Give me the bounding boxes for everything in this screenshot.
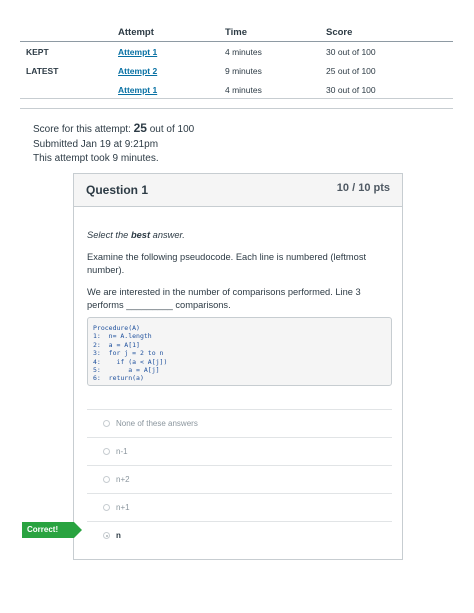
row-time: 4 minutes: [225, 47, 262, 57]
table-row: [20, 61, 453, 80]
instruction-pre: Select the: [87, 230, 131, 240]
question-panel: [73, 173, 403, 560]
table-row: [20, 80, 453, 99]
answer-option[interactable]: [87, 437, 392, 465]
question-instruction: [87, 229, 392, 242]
row-label: LATEST: [26, 66, 59, 76]
answer-label: n: [116, 531, 121, 540]
radio-button[interactable]: [103, 420, 110, 427]
duration-line: This attempt took 9 minutes.: [33, 153, 159, 164]
answer-option[interactable]: [87, 465, 392, 493]
table-divider: [20, 99, 453, 109]
question-paragraph-1: Examine the following pseudocode. Each line is numbered (leftmost number).: [87, 252, 367, 275]
question-title: Question 1: [86, 183, 149, 197]
row-label: KEPT: [26, 47, 49, 57]
answer-option[interactable]: [87, 493, 392, 521]
submitted-line: Submitted Jan 19 at 9:21pm: [33, 138, 159, 150]
attempt-link[interactable]: Attempt 1: [118, 85, 158, 95]
radio-button[interactable]: [103, 448, 110, 455]
answer-label: None of these answers: [116, 419, 198, 428]
radio-button[interactable]: [103, 504, 110, 511]
instruction-post: answer.: [150, 230, 185, 240]
attempts-table-header: [20, 22, 453, 42]
score-value: 25: [133, 121, 147, 135]
answer-option[interactable]: [87, 409, 392, 437]
score-suffix: out of 100: [149, 124, 195, 135]
header-score: Score: [326, 27, 353, 38]
radio-button-selected[interactable]: [103, 532, 110, 539]
answer-label: n+2: [116, 475, 130, 484]
question-text: [87, 229, 392, 321]
row-score: 30 out of 100: [326, 47, 376, 57]
instruction-bold: best: [130, 230, 151, 240]
answer-list: [87, 409, 392, 549]
attempt-link[interactable]: Attempt 2: [118, 66, 158, 76]
question-header: [74, 174, 402, 207]
score-line: [33, 121, 194, 138]
question-paragraph-2: We are interested in the number of comparisons performed. Line 3 performs _________ comparisons.: [87, 287, 361, 310]
table-row: [20, 42, 453, 61]
answer-label: n+1: [116, 503, 130, 512]
attempt-link[interactable]: Attempt 1: [118, 47, 158, 57]
header-attempt: Attempt: [118, 27, 154, 38]
question-points: 10 / 10 pts: [336, 182, 390, 194]
row-time: 9 minutes: [225, 66, 262, 76]
pseudocode-text: Procedure(A) 1: n= A.length 2: a = A[1] 3: for j = 2 to n 4: if (a < A[j]) 5: a = A[j] 6: return(a): [93, 324, 168, 383]
answer-option-selected[interactable]: [87, 521, 392, 549]
radio-button[interactable]: [103, 476, 110, 483]
row-time: 4 minutes: [225, 85, 262, 95]
attempts-table: [20, 22, 453, 109]
correct-badge: Correct!: [22, 522, 74, 538]
header-time: Time: [225, 27, 248, 38]
pseudocode-block: [87, 317, 392, 386]
score-prefix: Score for this attempt:: [33, 124, 131, 135]
attempt-summary: [33, 121, 194, 167]
answer-label: n-1: [116, 447, 128, 456]
row-score: 25 out of 100: [326, 66, 376, 76]
row-score: 30 out of 100: [326, 85, 376, 95]
